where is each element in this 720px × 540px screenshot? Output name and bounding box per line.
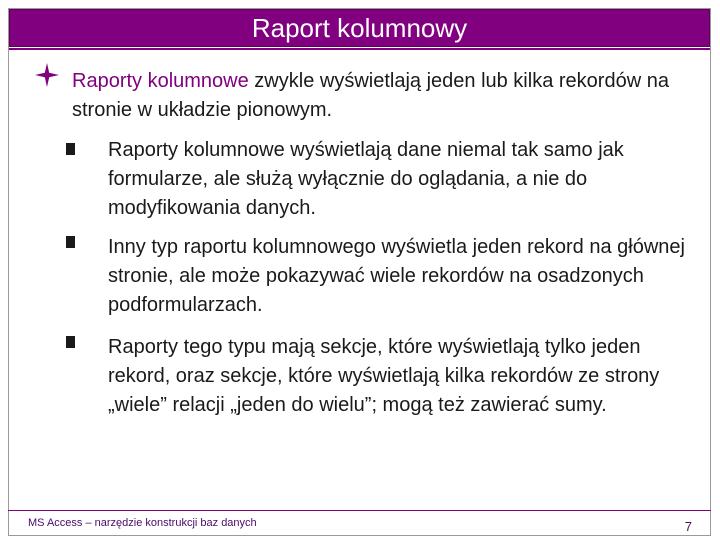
main-bullet-text: [72, 67, 682, 125]
sub-bullet-1: Raporty kolumnowe wyświetlają dane niemal tak samo jak formularze, ale służą wyłącznie do oglądania, a nie do modyfikowania danych.: [108, 139, 624, 219]
main-bullet-highlight: Raporty kolumnowe: [72, 70, 249, 92]
footer-caption: MS Access – narzędzie konstrukcji baz danych: [28, 517, 257, 529]
square-bullet-icon: [66, 143, 75, 155]
main-bullet-rest: zwykle wyświetlają jeden lub kilka rekordów na stronie w układzie pionowym.: [72, 70, 669, 121]
footer-rule: [8, 510, 711, 511]
square-bullet-icon: [66, 336, 75, 348]
square-bullet-icon: [66, 236, 75, 248]
sub-bullet-2: Inny typ raportu kolumnowego wyświetla jeden rekord na głównej stronie, ale może pokazywać wiele rekordów na osadzonych podformularzach.: [108, 236, 685, 316]
slide-title: Raport kolumnowy: [9, 9, 710, 47]
title-underline: [9, 48, 710, 50]
page-number: 7: [684, 519, 692, 534]
sub-bullet-3: Raporty tego typu mają sekcje, które wyświetlają tylko jeden rekord, oraz sekcje, które wyświetlają kilka rekordów ze strony „wiele” relacji „jeden do wielu”; mogą też zawierać sumy.: [108, 336, 660, 416]
four-point-star-icon: [34, 62, 60, 92]
